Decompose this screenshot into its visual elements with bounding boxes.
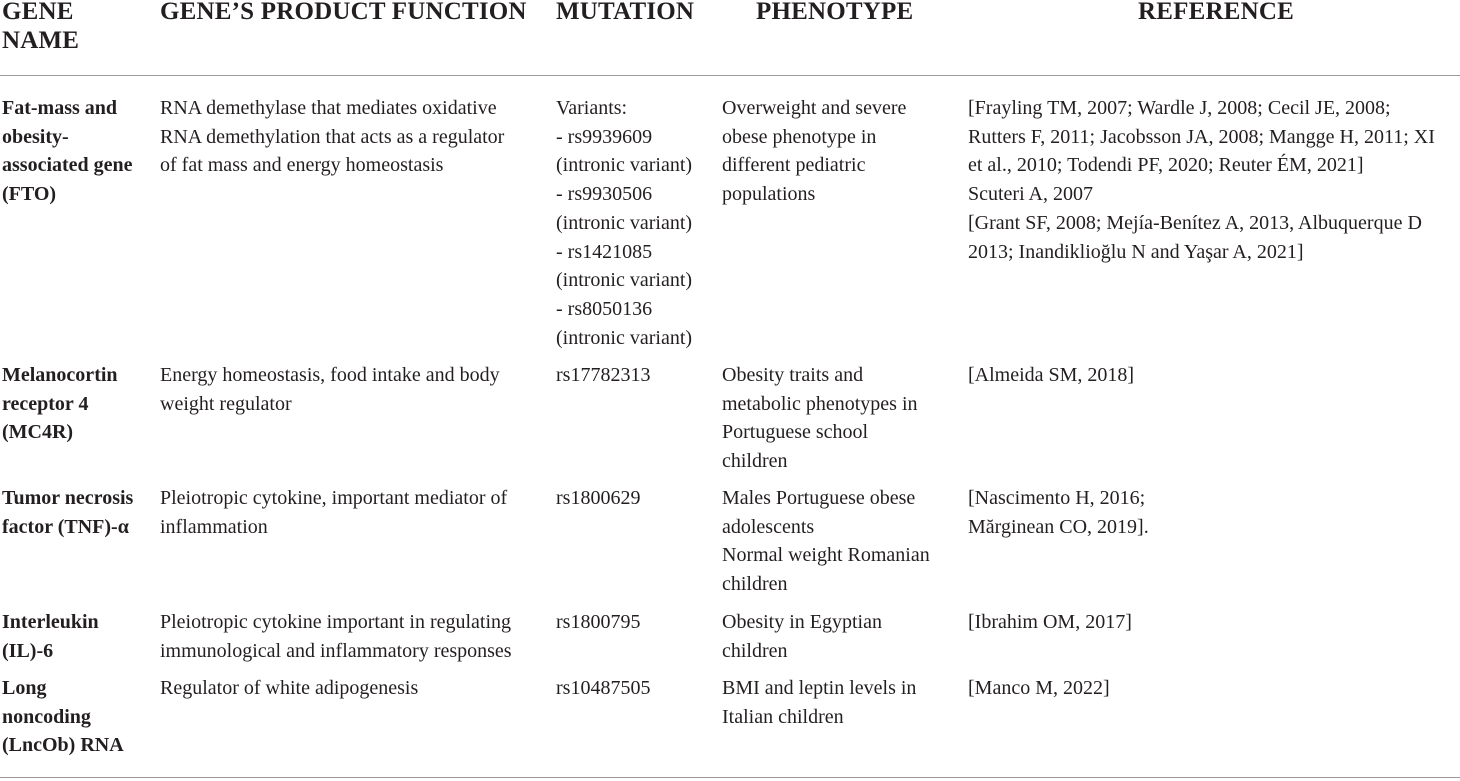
- row-mc4r-gene: Melanocortin receptor 4 (MC4R): [2, 364, 118, 444]
- header-gene-name: GENE NAME: [2, 0, 80, 54]
- row-mc4r-phenotype: Obesity traits and metabolic phenotypes in Portuguese school children: [722, 364, 918, 473]
- row-fto-function: RNA demethylase that mediates oxidative RNA demethylation that acts as a regulator of fat mass and energy homeostasis: [160, 97, 505, 177]
- row-tnf-reference: [Nascimento H, 2016; Mărginean CO, 2019].: [968, 487, 1149, 538]
- row-tnf-function: Pleiotropic cytokine, important mediator of inflammation: [160, 487, 508, 538]
- row-mc4r-reference: [Almeida SM, 2018]: [968, 364, 1135, 386]
- row-mc4r-function: Energy homeostasis, food intake and body weight regulator: [160, 364, 500, 415]
- row-tnf-phenotype: Males Portuguese obese adolescents Normal weight Romanian children: [722, 487, 930, 596]
- row-fto-mutation: Variants: - rs9939609 (intronic variant) - rs9930506 (intronic variant) - rs1421085 (intronic variant) - rs8050136 (intronic variant): [556, 97, 693, 349]
- row-lncob-function: Regulator of white adipogenesis: [160, 677, 419, 699]
- row-il6-phenotype: Obesity in Egyptian children: [722, 611, 882, 662]
- header-mutation: MUTATION: [556, 0, 695, 25]
- row-il6-mutation: rs1800795: [556, 611, 641, 633]
- row-tnf-mutation: rs1800629: [556, 487, 641, 509]
- header-function: GENE’S PRODUCT FUNCTION: [160, 0, 527, 25]
- row-tnf-gene: Tumor necrosis factor (TNF)-α: [2, 487, 134, 538]
- header-divider: [0, 75, 1460, 76]
- row-lncob-gene: Long noncoding (LncOb) RNA: [2, 677, 124, 757]
- row-il6-reference: [Ibrahim OM, 2017]: [968, 611, 1132, 633]
- row-lncob-reference: [Manco M, 2022]: [968, 677, 1110, 699]
- row-fto-gene: Fat-mass and obesity- associated gene (FTO): [2, 97, 133, 206]
- header-reference: REFERENCE: [1138, 0, 1294, 25]
- header-phenotype: PHENOTYPE: [756, 0, 914, 25]
- row-fto-phenotype: Overweight and severe obese phenotype in different pediatric populations: [722, 97, 907, 206]
- bottom-divider: [0, 777, 1460, 778]
- row-fto-reference: [Frayling TM, 2007; Wardle J, 2008; Cecil JE, 2008; Rutters F, 2011; Jacobsson JA, 2008; Mangge H, 2011; XI et al., 2010; Todendi PF, 2020; Reuter ÉM, 2021] Scuteri A, 2007 [Grant SF, 2008; Mejía-Benítez A, 2013, Albuquerque D 2013; Inandiklioğlu N and Yaşar A, 2021]: [968, 97, 1435, 263]
- row-lncob-mutation: rs10487505: [556, 677, 651, 699]
- row-il6-gene: Interleukin (IL)-6: [2, 611, 99, 662]
- row-mc4r-mutation: rs17782313: [556, 364, 651, 386]
- row-lncob-phenotype: BMI and leptin levels in Italian children: [722, 677, 917, 728]
- row-il6-function: Pleiotropic cytokine important in regulating immunological and inflammatory responses: [160, 611, 512, 662]
